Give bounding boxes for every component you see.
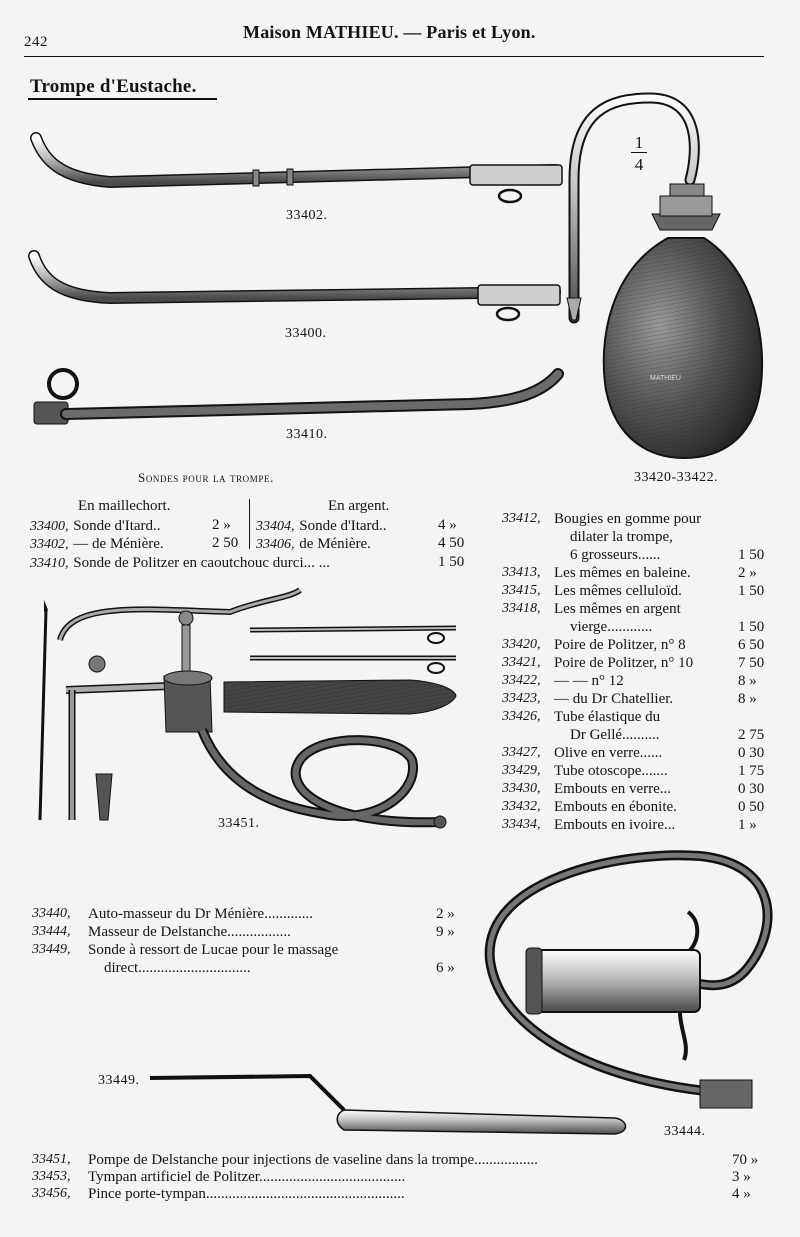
item-number: 33426, [502, 709, 541, 724]
figure-label-33402: 33402. [286, 208, 328, 223]
maillechort-header: En maillechort. [78, 498, 171, 514]
item-price: 1 50 [438, 554, 465, 570]
item-description: Les mêmes en baleine. [554, 565, 691, 581]
item-description: Pompe de Delstanche pour injections de vaseline dans la trompe................. [88, 1152, 538, 1168]
item-number: 33421, [502, 655, 541, 670]
figure-label-33410: 33410. [286, 427, 328, 442]
item-price: 1 » [738, 817, 757, 833]
item-description: Pince porte-tympan..................................................... [88, 1186, 405, 1202]
poire-politzer-illustration [567, 98, 762, 458]
item-price: 6 50 [738, 637, 765, 653]
item-description: Dr Gellé.......... [570, 727, 660, 743]
item-description: Sonde à ressort de Lucae pour le massage [88, 942, 339, 958]
item-number: 33432, [502, 799, 541, 814]
figure-label-33449: 33449. [98, 1073, 140, 1088]
item-price: 8 » [738, 691, 757, 707]
item-description: Auto-masseur du Dr Ménière............. [88, 906, 313, 922]
masseur-delstanche-illustration [490, 855, 768, 1108]
item-description: Tube otoscope....... [554, 763, 668, 779]
sondes-caption: Sondes pour la trompe. [138, 470, 274, 485]
item-description: Embouts en ébonite. [554, 799, 677, 815]
item-number: 33451, [32, 1152, 71, 1167]
item-price: 1 50 [738, 583, 765, 599]
pompe-delstanche-illustration [40, 590, 456, 828]
item-description: Embouts en ivoire... [554, 817, 676, 833]
item-price: 1 50 [738, 547, 765, 563]
item-number: 33456, [32, 1186, 71, 1201]
item-number: 33429, [502, 763, 541, 778]
scale-fraction-bar [631, 152, 647, 153]
figure-label-33420-33422: 33420-33422. [634, 470, 719, 485]
item-number: 33420, [502, 637, 541, 652]
item-description: direct.............................. [104, 960, 251, 976]
sonde-33400-illustration [34, 256, 560, 320]
list-item: 33402, — de Ménière. [30, 536, 164, 552]
item-description: Tympan artificiel de Politzer....................................... [88, 1169, 406, 1185]
item-number: 33434, [502, 817, 541, 832]
item-price: 2 50 [212, 535, 239, 551]
item-number: 33427, [502, 745, 541, 760]
item-price: 2 75 [738, 727, 765, 743]
item-number: 33440, [32, 906, 71, 921]
item-number: 33453, [32, 1169, 71, 1184]
item-price: 6 » [436, 960, 455, 976]
item-description: Bougies en gomme pour [554, 511, 702, 527]
item-description: Tube élastique du [554, 709, 661, 725]
item-description: Poire de Politzer, n° 10 [554, 655, 694, 671]
figure-label-33451: 33451. [218, 816, 260, 831]
item-price: 4 » [438, 517, 457, 533]
page-header-title: Maison MATHIEU. — Paris et Lyon. [243, 22, 536, 42]
item-number: 33418, [502, 601, 541, 616]
item-price: 0 50 [738, 799, 765, 815]
figure-label-33400: 33400. [285, 326, 327, 341]
item-number: 33415, [502, 583, 541, 598]
item-price: 7 50 [738, 655, 765, 671]
item-description: Les mêmes en argent [554, 601, 681, 617]
item-number: 33413, [502, 565, 541, 580]
item-description: — du Dr Chatellier. [554, 691, 674, 707]
item-description: vierge............ [570, 619, 653, 635]
item-price: 0 30 [738, 781, 765, 797]
sonde-33402-illustration [36, 138, 562, 202]
list-item: 33400, Sonde d'Itard.. [30, 518, 161, 534]
item-description: — — n° 12 [554, 673, 624, 689]
list-item: 33404, Sonde d'Itard.. [256, 518, 387, 534]
item-price: 8 » [738, 673, 757, 689]
item-description: Embouts en verre... [554, 781, 672, 797]
figure-label-33444: 33444. [664, 1124, 706, 1139]
item-number: 33430, [502, 781, 541, 796]
item-description: Poire de Politzer, n° 8 [554, 637, 686, 653]
list-item: 33410, Sonde de Politzer en caoutchouc durci... ... [30, 555, 330, 571]
list-item: 33406, de Ménière. [256, 536, 371, 552]
item-price: 1 75 [738, 763, 765, 779]
item-price: 0 30 [738, 745, 765, 761]
item-price: 2 » [738, 565, 757, 581]
item-price: 2 » [212, 517, 231, 533]
sonde-lucae-illustration [150, 1076, 626, 1134]
item-price: 1 50 [738, 619, 765, 635]
item-description: Olive en verre...... [554, 745, 663, 761]
section-title: Trompe d'Eustache. [30, 76, 197, 97]
argent-header: En argent. [328, 498, 390, 514]
item-price: 3 » [732, 1169, 751, 1185]
item-number: 33422, [502, 673, 541, 688]
item-price: 4 » [732, 1186, 751, 1202]
page-number: 242 [24, 34, 48, 50]
item-number: 33444, [32, 924, 71, 939]
item-price: 2 » [436, 906, 455, 922]
sonde-33410-illustration [34, 370, 558, 424]
item-description: dilater la trompe, [570, 529, 673, 545]
item-price: 4 50 [438, 535, 465, 551]
item-description: Masseur de Delstanche................. [88, 924, 291, 940]
item-description: 6 grosseurs...... [570, 547, 661, 563]
item-number: 33449, [32, 942, 71, 957]
scale-fraction-denominator: 4 [634, 155, 644, 174]
item-description: Les mêmes celluloïd. [554, 583, 682, 599]
engraving-text: MATHIEU [650, 375, 681, 382]
item-price: 9 » [436, 924, 455, 940]
item-price: 70 » [732, 1152, 759, 1168]
scale-fraction-numerator: 1 [634, 133, 644, 152]
item-number: 33423, [502, 691, 541, 706]
column-divider [249, 499, 250, 549]
item-number: 33412, [502, 511, 541, 526]
